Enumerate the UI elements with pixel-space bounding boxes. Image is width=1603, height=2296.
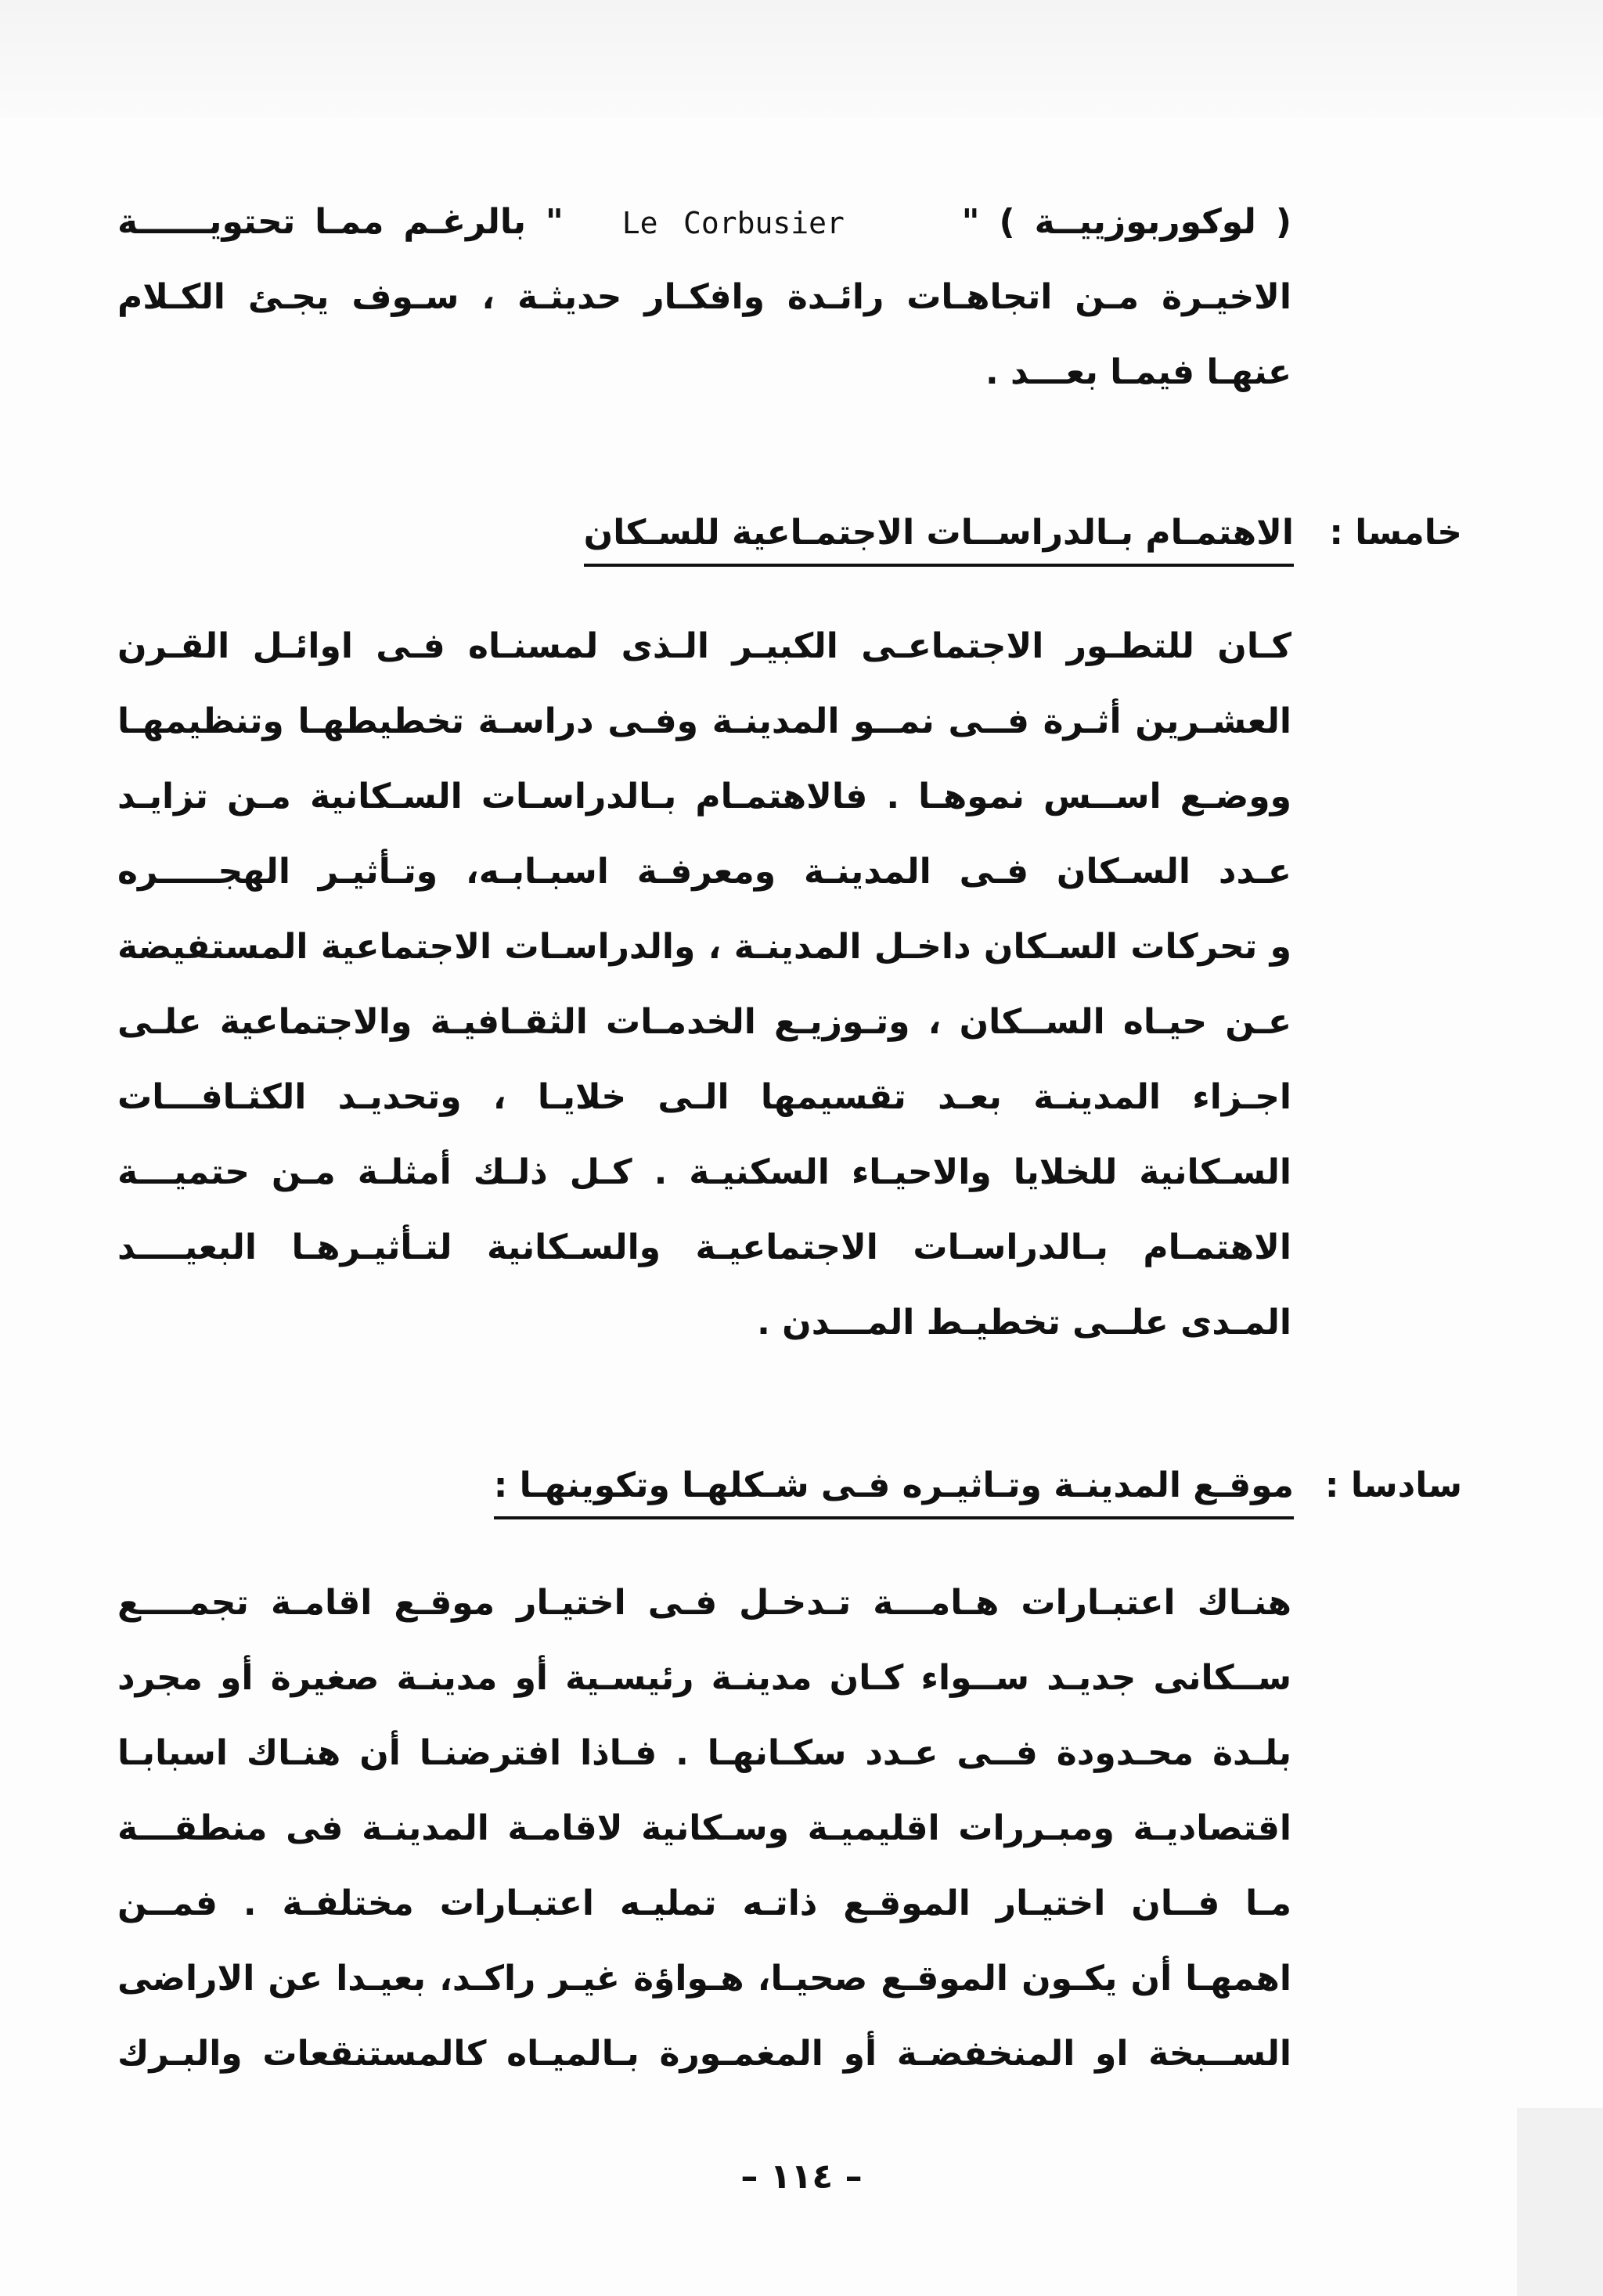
latin-name: Le Corbusier bbox=[621, 206, 845, 240]
section6-line-4: اقتصاديـة ومبـررات اقليميـة وسـكانية لاقامـة المدينـة فى منطقـــة bbox=[117, 1808, 1291, 1848]
section5-line-8: السـكانية للخلايا والاحيـاء السكنيـة . كـل ذلـك أمثلـة مـن حتميـــة bbox=[117, 1152, 1291, 1192]
section6-heading bbox=[493, 1465, 1462, 1536]
section5-paragraph bbox=[117, 609, 1291, 1361]
section5-title: الاهتمـام بـالدراســات الاجتمـاعية للسـكان bbox=[584, 513, 1294, 567]
intro-line-1-part-a: ( لوكوربوزييــة ) " bbox=[961, 202, 1291, 242]
section6-line-7: الســبخة او المنخفضـة أو المغمـورة بـالميـاه كالمستنقعات والبـرك bbox=[117, 2034, 1291, 2074]
section5-label: خامسا : bbox=[1329, 513, 1462, 553]
section5-line-6: عـن حيـاه الســكان ، وتـوزيـع الخدمـات الثقـافيـة والاجتماعية علـى bbox=[117, 1002, 1291, 1042]
section6-line-1: هنـاك اعتبـارات هـامـــة تـدخـل فـى اختيـار موقـع اقامـة تجمــــع bbox=[117, 1583, 1291, 1623]
section6-label: سادسا : bbox=[1324, 1465, 1462, 1505]
section5-line-4: عـدد السـكان فـى المدينـة ومعرفـة اسبـابـه، وتـأثيـر الهجـــــره bbox=[117, 852, 1291, 892]
intro-line-1 bbox=[117, 185, 1291, 260]
page-number: – ١١٤ – bbox=[740, 2157, 863, 2197]
section6-line-3: بلـدة محـدودة فــى عـدد سكـانهـا . فـاذا افترضنـا أن هنـاك اسبابـا bbox=[117, 1733, 1291, 1773]
section5-line-1: كـان للتطـور الاجتماعـى الكبيـر الـذى لمسنـاه فـى اوائـل القـرن bbox=[117, 626, 1291, 666]
section5-line-3: ووضـع اســس نموهـا . فالاهتمـام بـالدراسـات السـكانية مـن تزايـد bbox=[117, 777, 1291, 816]
section6-line-2: ســكانى جديـد ســواء كـان مدينـة رئيسـية أو مدينـة صغيرة أو مجرد bbox=[117, 1658, 1291, 1698]
section6-line-6: اهمهـا أن يكـون الموقـع صحيـا، هـواؤة غيـر راكـد، بعيـدا عن الاراضى bbox=[117, 1959, 1291, 1999]
intro-line-3: عنهـا فيمـا بعـــد . bbox=[985, 352, 1291, 392]
section5-heading bbox=[583, 513, 1462, 583]
intro-paragraph bbox=[117, 185, 1291, 410]
section5-line-10: المـدى علــى تخطيـط المـــدن . bbox=[757, 1303, 1291, 1343]
section5-line-5: و تحركات السـكان داخـل المدينـة ، والدراسـات الاجتماعية المستفيضة bbox=[117, 927, 1291, 967]
section5-line-7: اجـزاء المدينـة بعـد تقسيمها الـى خلايـا ، وتحديـد الكثـافـــات bbox=[117, 1077, 1291, 1117]
section6-line-5: مـا فــان اختيـار الموقـع ذاتـه تمليـه اعتبـارات مختلفـة . فمــن bbox=[117, 1883, 1291, 1923]
section6-paragraph bbox=[117, 1566, 1291, 2092]
intro-line-1-part-b: " بالرغـم ممـا تحتويــــــة bbox=[117, 202, 564, 242]
intro-line-2: الاخيـرة مـن اتجاهـات رائـدة وافكـار حديثـة ، سـوف يجـئ الكـلام bbox=[117, 277, 1291, 317]
section6-title: موقـع المدينـة وتـاثيـره فـى شـكلهـا وتكوينهـا : bbox=[494, 1465, 1294, 1519]
section5-line-9: الاهتمـام بـالدراسـات الاجتماعيـة والسـكانية لتـأثيـرهـا البعيــــد bbox=[117, 1227, 1291, 1267]
scan-shade-corner bbox=[1517, 2108, 1603, 2296]
scan-shade-top bbox=[0, 0, 1603, 117]
section5-line-2: العشـرين أثـرة فــى نمــو المدينـة وفـى دراسـة تخطيطهـا وتنظيمهـا bbox=[117, 701, 1291, 741]
